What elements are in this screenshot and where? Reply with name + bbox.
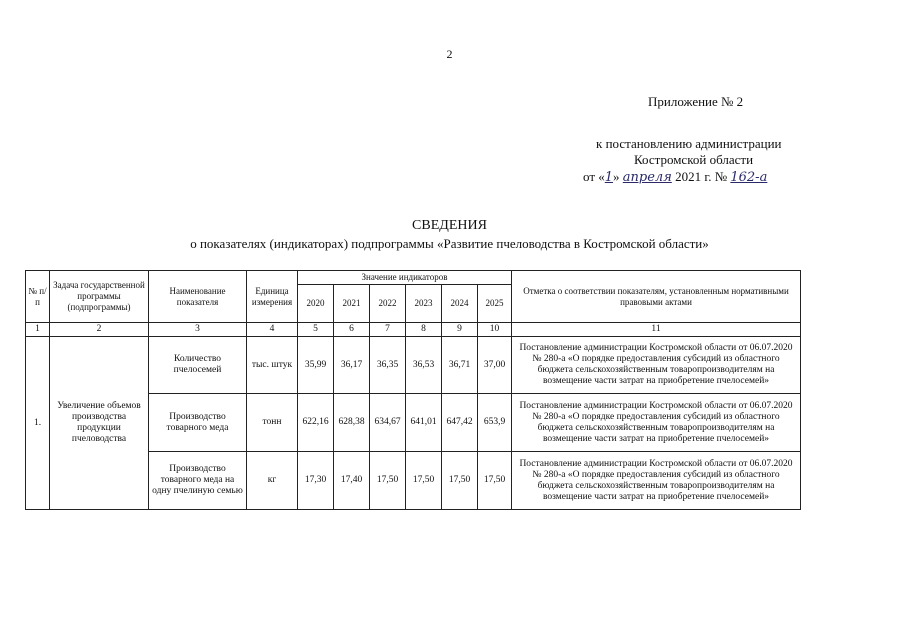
- indicator-value: 17,40: [334, 452, 370, 510]
- column-index: 7: [370, 323, 406, 337]
- page-number: 2: [446, 47, 453, 61]
- indicator-value: 641,01: [406, 394, 442, 452]
- handwritten-day: 1: [604, 170, 614, 185]
- column-index: 1: [26, 323, 50, 337]
- date-prefix: от «: [583, 169, 605, 184]
- date-mid: »: [613, 169, 620, 184]
- indicator-value: 17,30: [298, 452, 334, 510]
- document-subtitle: о показателях (индикаторах) подпрограммы «Развитие пчеловодства в Костромской области»: [190, 236, 709, 251]
- document-title: СВЕДЕНИЯ: [412, 218, 487, 233]
- indicator-value: 36,35: [370, 337, 406, 394]
- group-num: 1.: [26, 337, 50, 510]
- indicator-value: 36,71: [442, 337, 478, 394]
- indicator-name: Производство товарного меда: [149, 394, 247, 452]
- header-year: 2022: [370, 285, 406, 323]
- header-year: 2020: [298, 285, 334, 323]
- handwritten-number: 162-а: [730, 170, 768, 185]
- indicator-value: 653,9: [478, 394, 512, 452]
- column-index: 3: [149, 323, 247, 337]
- header-values-group: Значение индикаторов: [298, 271, 512, 285]
- column-index: 8: [406, 323, 442, 337]
- header-year: 2025: [478, 285, 512, 323]
- indicator-unit: тыс. штук: [247, 337, 298, 394]
- group-task: Увеличение объемов производства продукции пчеловодства: [50, 337, 149, 510]
- indicator-note: Постановление администрации Костромской области от 06.07.2020 № 280-а «О порядке предоставления субсидий из областного бюджета сельскохозяйственным товаропроизводителям на возмещение части затрат на приобретение пчелосемей»: [512, 394, 801, 452]
- indicator-name: Производство товарного меда на одну пчелиную семью: [149, 452, 247, 510]
- appendix-date-line: [583, 169, 767, 185]
- indicator-note: Постановление администрации Костромской области от 06.07.2020 № 280-а «О порядке предоставления субсидий из областного бюджета сельскохозяйственным товаропроизводителям на возмещение части затрат на приобретение пчелосемей»: [512, 337, 801, 394]
- header-note: Отметка о соответствии показателям, установленным нормативными правовыми актами: [512, 271, 801, 323]
- column-index: 2: [50, 323, 149, 337]
- header-num: № п/п: [26, 271, 50, 323]
- header-year: 2024: [442, 285, 478, 323]
- indicators-table: [25, 270, 801, 510]
- header-name: Наименование показателя: [149, 271, 247, 323]
- table-row: [26, 337, 801, 394]
- column-index: 5: [298, 323, 334, 337]
- appendix-line-1: к постановлению администрации: [596, 136, 782, 151]
- indicator-value: 628,38: [334, 394, 370, 452]
- column-index: 9: [442, 323, 478, 337]
- column-index: 11: [512, 323, 801, 337]
- indicator-name: Количество пчелосемей: [149, 337, 247, 394]
- handwritten-month: апреля: [622, 170, 672, 185]
- indicator-unit: кг: [247, 452, 298, 510]
- header-task: Задача государственной программы (подпрограммы): [50, 271, 149, 323]
- header-unit: Единица измерения: [247, 271, 298, 323]
- indicator-note: Постановление администрации Костромской области от 06.07.2020 № 280-а «О порядке предоставления субсидий из областного бюджета сельскохозяйственным товаропроизводителям на возмещение части затрат на приобретение пчелосемей»: [512, 452, 801, 510]
- indicator-value: 37,00: [478, 337, 512, 394]
- indicator-value: 647,42: [442, 394, 478, 452]
- column-index: 4: [247, 323, 298, 337]
- indicator-value: 35,99: [298, 337, 334, 394]
- column-index: 6: [334, 323, 370, 337]
- appendix-line-2: Костромской области: [634, 152, 754, 167]
- indicator-value: 17,50: [406, 452, 442, 510]
- year-text: 2021 г. №: [675, 169, 728, 184]
- appendix-title: Приложение № 2: [648, 94, 744, 109]
- indicator-value: 36,53: [406, 337, 442, 394]
- indicator-value: 17,50: [370, 452, 406, 510]
- indicator-unit: тонн: [247, 394, 298, 452]
- indicator-value: 634,67: [370, 394, 406, 452]
- indicator-value: 36,17: [334, 337, 370, 394]
- indicator-value: 17,50: [478, 452, 512, 510]
- column-index: 10: [478, 323, 512, 337]
- header-year: 2023: [406, 285, 442, 323]
- indicator-value: 622,16: [298, 394, 334, 452]
- indicator-value: 17,50: [442, 452, 478, 510]
- header-year: 2021: [334, 285, 370, 323]
